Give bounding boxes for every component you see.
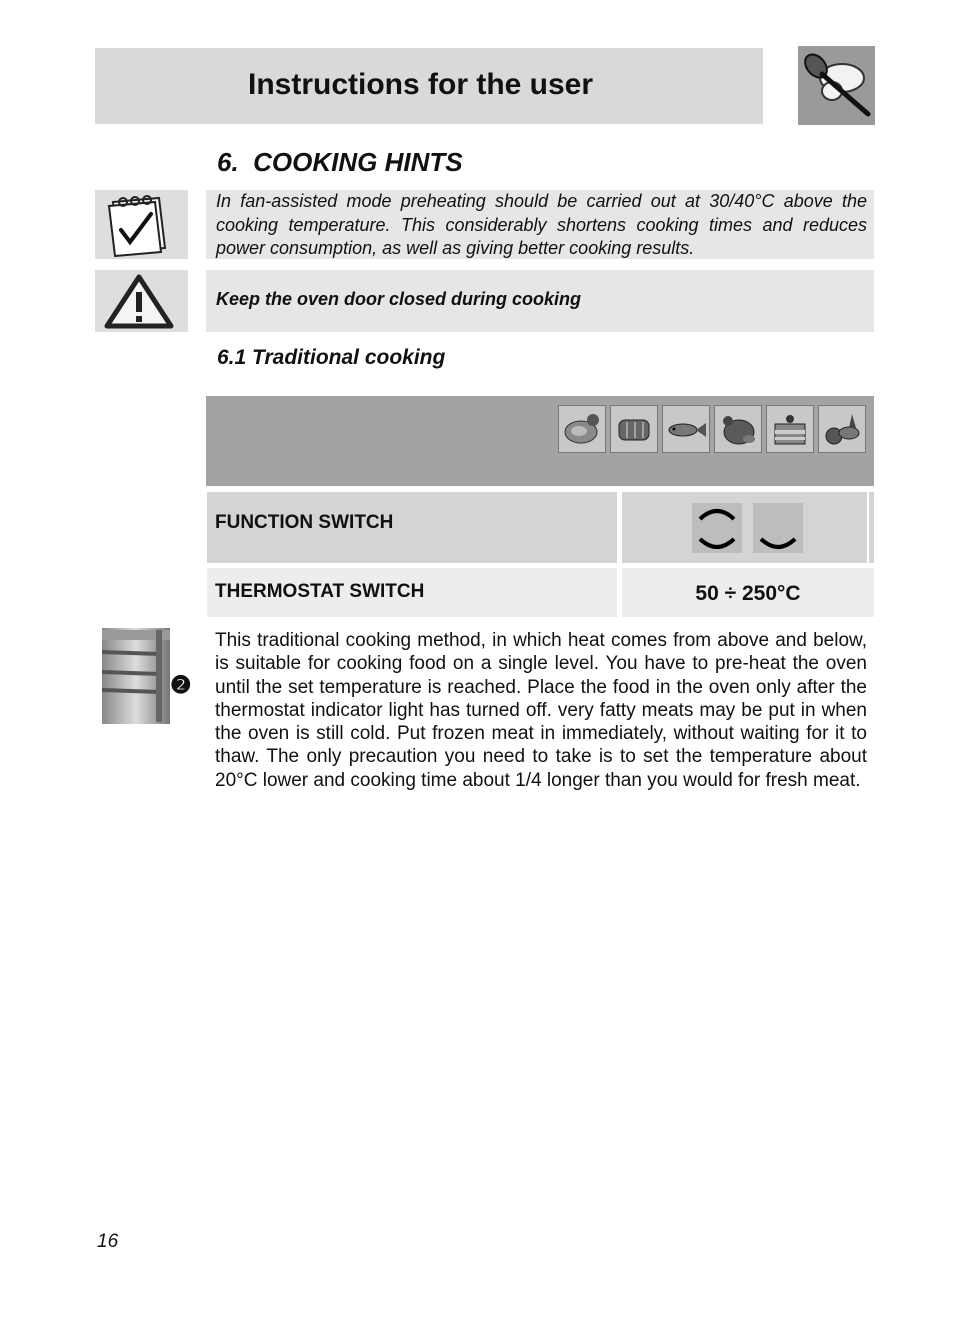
section-title-text: COOKING HINTS xyxy=(253,147,463,177)
bread-icon xyxy=(610,405,658,453)
preheating-note: In fan-assisted mode preheating should be carried out at 30/40°C above the cooking temperature. This considerably shortens cooking times and reduces power consumption, as well as giving better cooking results. xyxy=(216,191,867,258)
warning-triangle-icon xyxy=(95,270,188,332)
section-title xyxy=(217,147,463,178)
traditional-cooking-description: This traditional cooking method, in which heat comes from above and below, is suitable for cooking food on a single level. You have to pre-heat the oven until the set temperature is reached. Place the food in the oven only after the thermostat indicator light has turned off. very fatty meats may be put in when the oven is still cold. Put frozen meat in immediately, without waiting for it to thaw. The only precaution you need to take is to set the temperature about 20°C lower and cooking time about 1/4 longer than you would for fresh meat. xyxy=(215,630,867,791)
function-switch-value-cell xyxy=(622,492,867,563)
fish-icon xyxy=(662,405,710,453)
bottom-heating-icon xyxy=(753,503,803,553)
cake-icon xyxy=(766,405,814,453)
top-and-bottom-heating-icon xyxy=(692,503,742,553)
spoon-and-chef-hat-icon xyxy=(798,46,875,125)
note-icon-box xyxy=(95,190,188,259)
vegetables-icon xyxy=(818,405,866,453)
oven-shelf-position-icon xyxy=(102,628,170,724)
function-switch-label: FUNCTION SWITCH xyxy=(215,512,394,533)
thermostat-switch-label: THERMOSTAT SWITCH xyxy=(215,581,425,602)
poultry-icon xyxy=(714,405,762,453)
section-number: 6. xyxy=(217,147,239,177)
shelf-position-marker: ❷ xyxy=(170,672,192,699)
thermostat-range: 50 ÷ 250°C xyxy=(695,582,801,605)
checklist-note-icon xyxy=(95,190,188,259)
page-number: 16 xyxy=(97,1231,119,1252)
meat-icon xyxy=(558,405,606,453)
page-header-title: Instructions for the user xyxy=(248,68,594,101)
subsection-title: 6.1 Traditional cooking xyxy=(217,346,446,369)
warning-text: Keep the oven door closed during cooking xyxy=(216,289,582,309)
warning-icon-box xyxy=(95,270,188,332)
table-edge xyxy=(869,492,874,563)
